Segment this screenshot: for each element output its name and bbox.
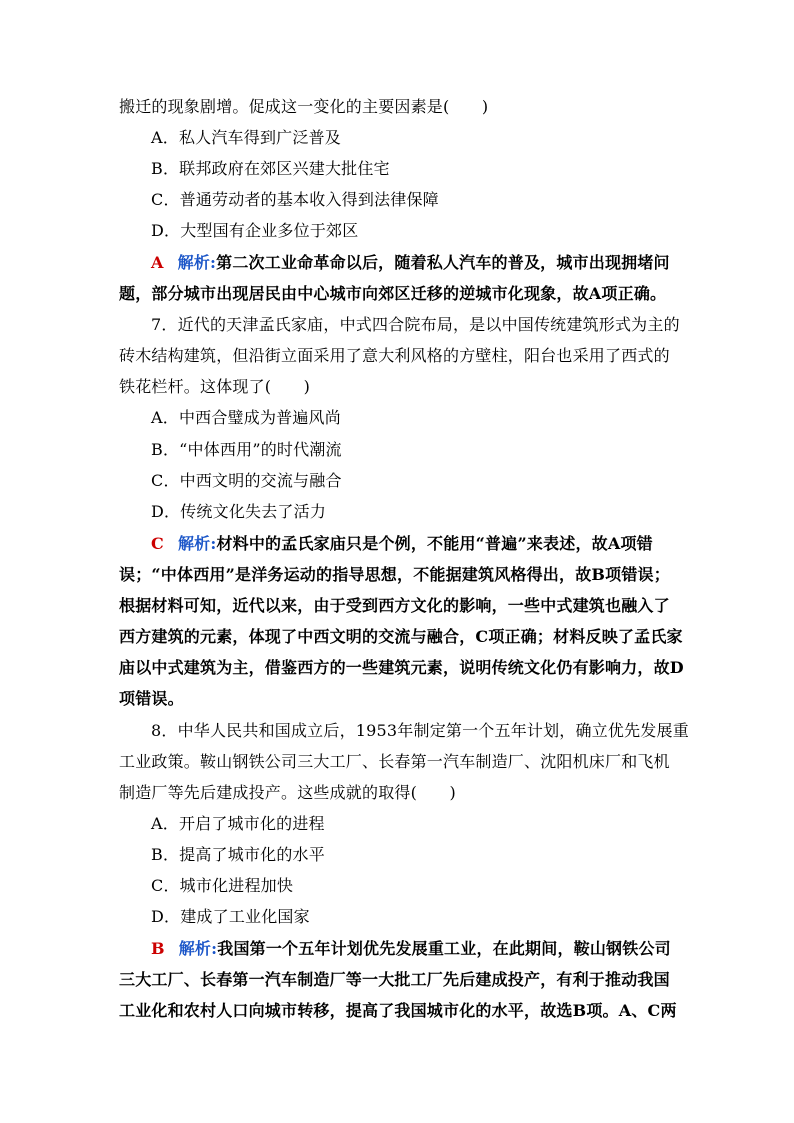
q6-option-b: B．联邦政府在郊区兴建大批住宅 bbox=[151, 159, 390, 178]
q8-analysis-line-1 bbox=[151, 939, 671, 959]
q7-analysis-line-4: 西方建筑的元素，体现了中西文明的交流与融合，C项正确；材料反映了孟氏家 bbox=[119, 627, 683, 646]
q8-answer-letter: B bbox=[151, 939, 165, 958]
q6-analysis-label: 解析: bbox=[177, 253, 217, 272]
q7-stem-line-1: 7．近代的天津孟氏家庙，中式四合院布局，是以中国传统建筑形式为主的 bbox=[151, 315, 680, 334]
q6-answer-letter: A bbox=[151, 253, 164, 272]
q7-stem-line-3: 铁花栏杆。这体现了( ) bbox=[119, 377, 311, 396]
q8-analysis-text-1: 我国第一个五年计划优先发展重工业，在此期间，鞍山钢铁公司 bbox=[217, 939, 671, 958]
q8-option-d: D．建成了工业化国家 bbox=[151, 907, 310, 926]
q7-answer-letter: C bbox=[151, 534, 164, 553]
q7-analysis-label: 解析: bbox=[177, 534, 217, 553]
q7-option-a: A．中西合璧成为普遍风尚 bbox=[151, 408, 341, 427]
q7-analysis-line-1 bbox=[151, 534, 653, 554]
q8-stem-line-1: 8．中华人民共和国成立后，1953年制定第一个五年计划，确立优先发展重 bbox=[151, 721, 689, 740]
q8-analysis-line-2: 三大工厂、长春第一汽车制造厂等一大批工厂先后建成投产，有利于推动我国 bbox=[119, 970, 670, 989]
q8-analysis-label: 解析: bbox=[178, 939, 218, 958]
q7-option-b: B．“中体西用”的时代潮流 bbox=[151, 440, 342, 459]
q6-analysis-text-1: 第二次工业命革命以后，随着私人汽车的普及，城市出现拥堵问 bbox=[216, 253, 670, 272]
q7-analysis-line-5: 庙以中式建筑为主，借鉴西方的一些建筑元素，说明传统文化仍有影响力，故D bbox=[119, 658, 684, 677]
q6-analysis-line-2: 题，部分城市出现居民由中心城市向郊区迁移的逆城市化现象，故A项正确。 bbox=[119, 284, 667, 303]
q8-analysis-line-3: 工业化和农村人口向城市转移，提高了我国城市化的水平，故选B项。A、C两 bbox=[119, 1001, 677, 1020]
q6-analysis-line-1 bbox=[151, 253, 670, 273]
q6-option-a: A．私人汽车得到广泛普及 bbox=[151, 128, 341, 147]
q6-stem-tail: 搬迁的现象剧增。促成这一变化的主要因素是( ) bbox=[119, 97, 489, 116]
q7-analysis-line-6: 项错误。 bbox=[119, 689, 184, 708]
q8-option-c: C．城市化进程加快 bbox=[151, 876, 294, 895]
q8-option-b: B．提高了城市化的水平 bbox=[151, 845, 325, 864]
q6-option-c: C．普通劳动者的基本收入得到法律保障 bbox=[151, 190, 439, 209]
q8-stem-line-2: 工业政策。鞍山钢铁公司三大工厂、长春第一汽车制造厂、沈阳机床厂和飞机 bbox=[119, 752, 670, 771]
q7-analysis-text-1: 材料中的孟氏家庙只是个例，不能用“普遍”来表述，故A项错 bbox=[216, 534, 653, 553]
q7-analysis-line-2: 误；“中体西用”是洋务运动的指导思想，不能据建筑风格得出，故B项错误； bbox=[119, 565, 670, 584]
q8-option-a: A．开启了城市化的进程 bbox=[151, 814, 325, 833]
q8-stem-line-3: 制造厂等先后建成投产。这些成就的取得( ) bbox=[119, 783, 456, 802]
q6-option-d: D．大型国有企业多位于郊区 bbox=[151, 221, 359, 240]
q7-analysis-line-3: 根据材料可知，近代以来，由于受到西方文化的影响，一些中式建筑也融入了 bbox=[119, 596, 670, 615]
q7-option-c: C．中西文明的交流与融合 bbox=[151, 471, 342, 490]
q7-stem-line-2: 砖木结构建筑，但沿街立面采用了意大利风格的方壁柱，阳台也采用了西式的 bbox=[119, 346, 670, 365]
q7-option-d: D．传统文化失去了活力 bbox=[151, 502, 327, 521]
